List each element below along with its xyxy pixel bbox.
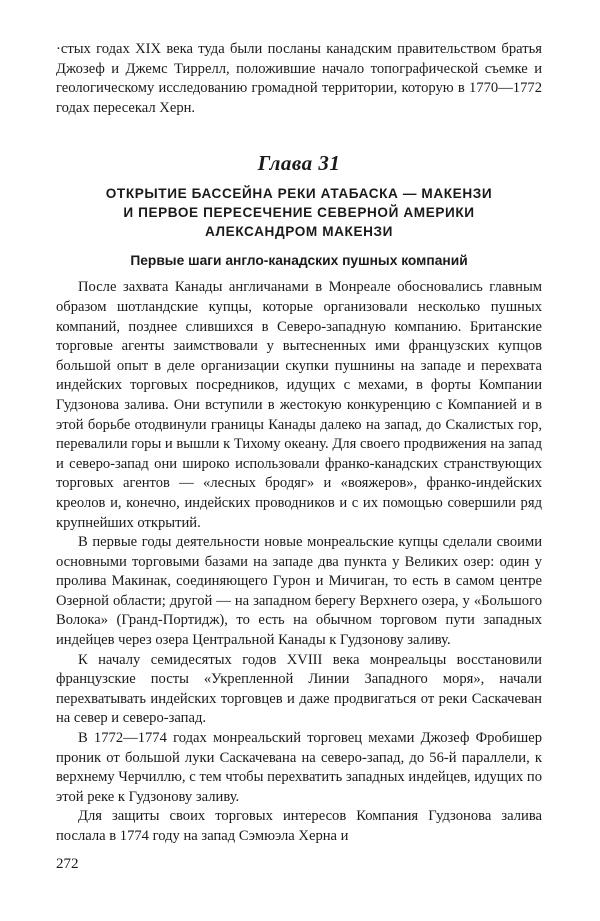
chapter-subtitle-line: И ПЕРВОЕ ПЕРЕСЕЧЕНИЕ СЕВЕРНОЙ АМЕРИКИ [123, 205, 475, 221]
body-paragraph: После захвата Канады англичанами в Монреале обосновались главным образом шотландские купцы, которые организовали несколько пушных компаний, позднее слившихся в Северо-западную компанию. Британские торговые агенты заимствовали у вытесненных ими французских купцов большой опыт в деле организации скупки пушнины на западе и перехвата индейских торговых посредников, идущих с мехами, в форты Компании Гудзонова залива. Они вступили в жестокую конкуренцию с Компанией и в этой борьбе отодвинули границы Канады далеко на запад, до Скалистых гор, перевалили горы и вышли к Тихому океану. Для своего продвижения на запад и северо-запад они широко использовали франко-канадских странствующих торговых агентов — «лесных бродяг» и «вояжеров», франко-индейских креолов и, конечно, индейских проводников и с их помощью совершили ряд крупнейших открытий. [56, 279, 542, 531]
chapter-subtitle [56, 184, 542, 241]
book-page [56, 40, 542, 900]
intro-paragraph: ·стых годах XIX века туда были посланы канадским правительством братья Джозеф и Джемс Тиррелл, положившие начало топографической съемке и геологическому исследованию громадной территории, которую в 1770—1772 годах пересекал Херн. [56, 41, 542, 116]
body-paragraph: В 1772—1774 годах монреальский торговец мехами Джозеф Фробишер проник от большой луки Саскачевана на северо-запад, до 56-й параллели, к верхнему Черчиллю, с тем чтобы перехватить западных индейцев, идущих по этой реке к Гудзонову заливу. [56, 730, 542, 805]
body-paragraph: В первые годы деятельности новые монреальские купцы сделали своими основными торговыми базами на западе два пункта у Великих озер: один у пролива Макинак, соединяющего Гурон и Мичиган, то есть в самом центре Озерной области; другой — на западном берегу Верхнего озера, у «Большого Волока» (Гранд-Портидж), то есть на обычном торговом пути западных индейцев через озера Центральной Канады к Гудзонову заливу. [56, 534, 542, 649]
page-number: 272 [56, 856, 79, 872]
body-paragraph: К началу семидесятых годов XVIII века монреальцы восстановили французские посты «Укрепленной Линии Западного моря», начали перехватывать индейских торговцев и даже продвигаться от реки Саскачеван на север и северо-запад. [56, 651, 542, 727]
chapter-subtitle-line: ОТКРЫТИЕ БАССЕЙНА РЕКИ АТАБАСКА — МАКЕНЗИ [105, 186, 493, 202]
section-heading: Первые шаги англо-канадских пушных компаний [130, 253, 468, 269]
body-paragraph: Для защиты своих торговых интересов Компания Гудзонова залива послала в 1774 году на запад Сэмюэла Херна и [56, 808, 542, 844]
chapter-title: Глава 31 [257, 151, 341, 176]
chapter-subtitle-line: АЛЕКСАНДРОМ МАКЕНЗИ [204, 224, 394, 240]
